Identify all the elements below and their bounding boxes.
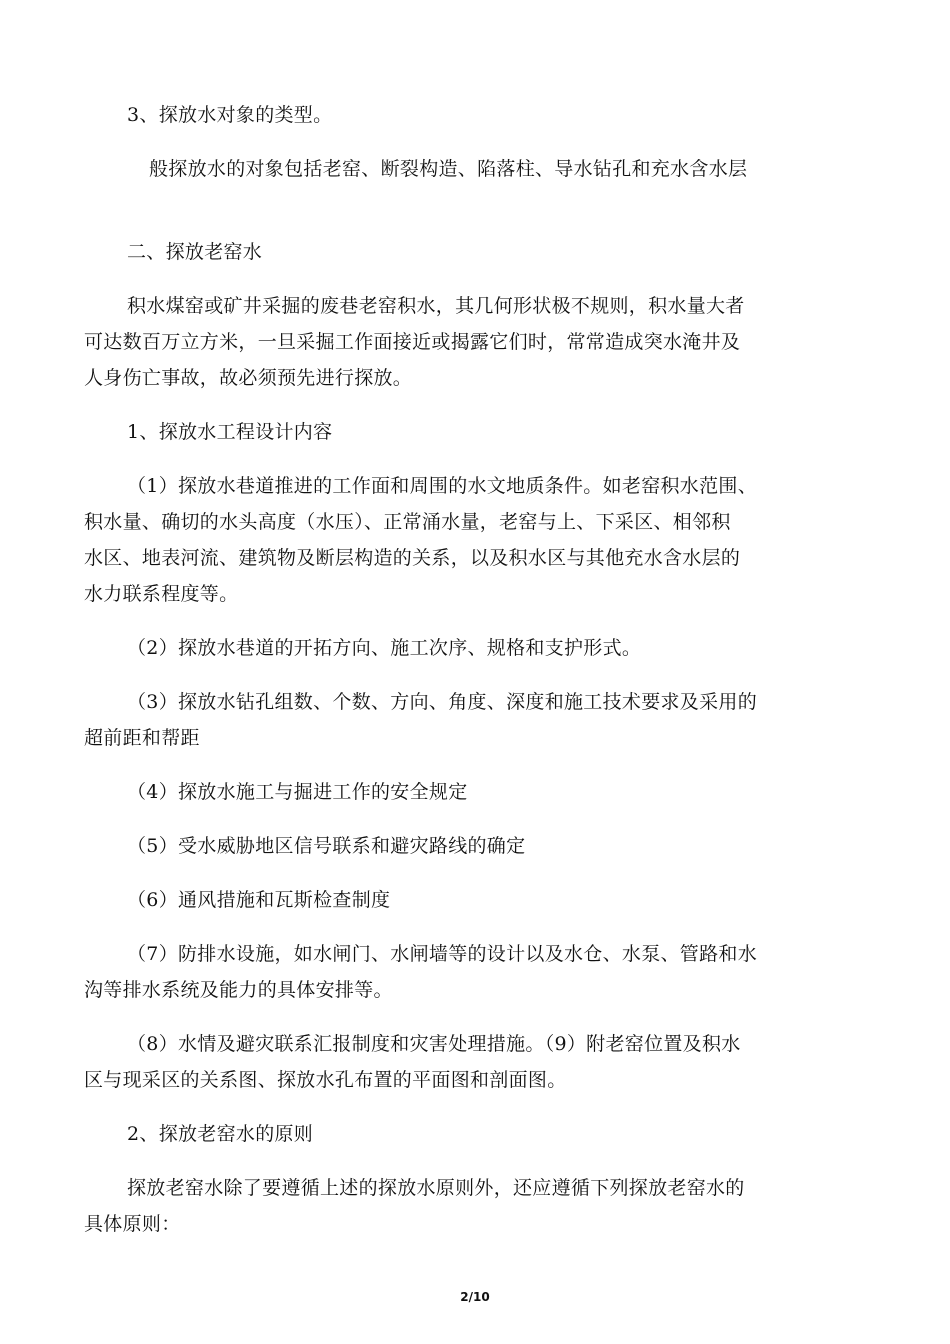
list-item-6: （6）通风措施和瓦斯检查制度 [127, 889, 391, 911]
list-item-2: （2）探放水巷道的开拓方向、施工次序、规格和支护形式。 [127, 637, 642, 659]
paragraph-line: 积水煤窑或矿井采掘的废巷老窑积水，其几何形状极不规则，积水量大者 [127, 295, 745, 317]
list-item-3: （3）探放水钻孔组数、个数、方向、角度、深度和施工技术要求及采用的 [127, 691, 757, 713]
list-item-4: （4）探放水施工与掘进工作的安全规定 [127, 781, 468, 803]
page-number: 2/10 [460, 1290, 490, 1304]
paragraph-line: 具体原则： [84, 1213, 181, 1235]
paragraph-line: 沟等排水系统及能力的具体安排等。 [84, 979, 393, 1001]
paragraph-line: 人身伤亡事故，故必须预先进行探放。 [84, 367, 413, 389]
paragraph-line: 超前距和帮距 [84, 727, 200, 749]
list-item-8: （8）水情及避灾联系汇报制度和灾害处理措施。（9）附老窑位置及积水 [127, 1033, 741, 1055]
heading-object-types: 3、探放水对象的类型。 [127, 104, 333, 126]
list-item-1: （1）探放水巷道推进的工作面和周围的水文地质条件。如老窑积水范围、 [127, 475, 757, 497]
paragraph-line: 区与现采区的关系图、探放水孔布置的平面图和剖面图。 [84, 1069, 567, 1091]
list-item-7: （7）防排水设施，如水闸门、水闸墙等的设计以及水仓、水泵、管路和水 [127, 943, 757, 965]
paragraph-line: 可达数百万立方米，一旦采掘工作面接近或揭露它们时，常常造成突水淹井及 [84, 331, 741, 353]
paragraph-line: 水区、地表河流、建筑物及断层构造的关系，以及积水区与其他充水含水层的 [84, 547, 741, 569]
list-item-5: （5）受水威胁地区信号联系和避灾路线的确定 [127, 835, 526, 857]
paragraph-line: 水力联系程度等。 [84, 583, 239, 605]
paragraph-line: 探放老窑水除了要遵循上述的探放水原则外，还应遵循下列探放老窑水的 [127, 1177, 745, 1199]
section-heading-old-goaf-water: 二、探放老窑水 [127, 241, 263, 263]
heading-principles: 2、探放老窑水的原则 [127, 1123, 314, 1145]
heading-design-content: 1、探放水工程设计内容 [127, 421, 333, 443]
paragraph-line: 积水量、确切的水头高度（水压）、正常涌水量，老窑与上、下采区、相邻积 [84, 511, 731, 533]
paragraph-line: 般探放水的对象包括老窑、断裂构造、陷落柱、导水钻孔和充水含水层 [149, 158, 748, 180]
